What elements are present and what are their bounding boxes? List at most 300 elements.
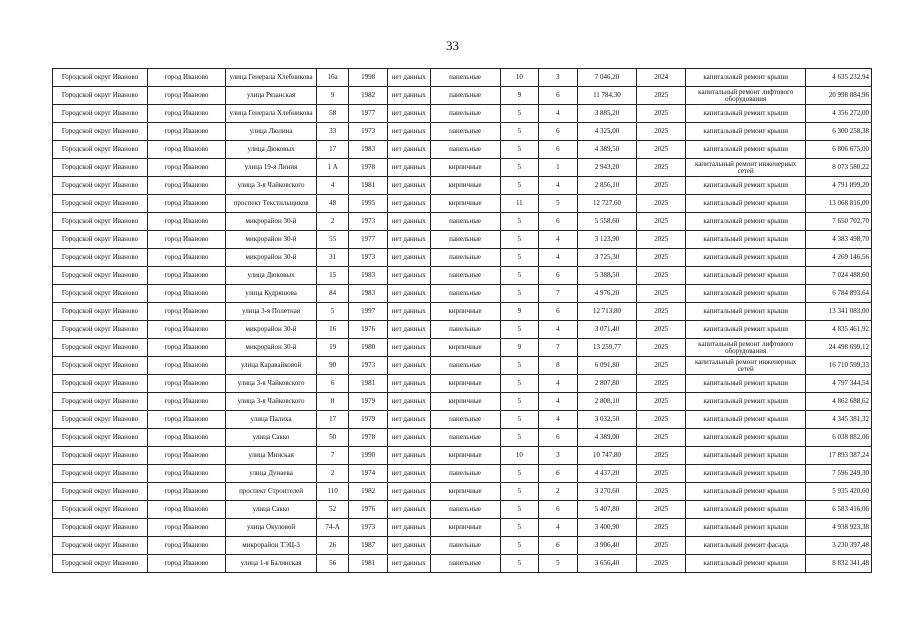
table-cell: 8 (539, 357, 578, 375)
table-cell: капитальный ремонт крыши (686, 501, 806, 519)
table-cell: 6 (539, 267, 578, 285)
table-cell: 6 (539, 303, 578, 321)
table-cell: 50 (316, 429, 348, 447)
table-row (53, 429, 872, 447)
table-cell: панельные (430, 213, 500, 231)
table-row (53, 501, 872, 519)
table-cell: 4 325,00 (577, 123, 636, 141)
table-cell: 2025 (637, 339, 686, 357)
table-cell: капитальный ремонт крыши (686, 141, 806, 159)
table-cell: капитальный ремонт фасада (686, 537, 806, 555)
table-cell: город Иваново (147, 213, 225, 231)
table-cell: 11 (500, 195, 539, 213)
table-cell: улица 3-я Чайковского (226, 375, 317, 393)
table-cell: 8 073 580,22 (806, 159, 872, 177)
table-cell: 1 (539, 159, 578, 177)
table-cell: капитальный ремонт крыши (686, 105, 806, 123)
table-cell: 6 (539, 213, 578, 231)
table-cell: 3 885,20 (577, 105, 636, 123)
housing-repair-table (52, 68, 872, 573)
table-cell: 1974 (349, 465, 388, 483)
table-cell: город Иваново (147, 519, 225, 537)
table-cell: капитальный ремонт крыши (686, 177, 806, 195)
table-cell: 2025 (637, 429, 686, 447)
table-row (53, 483, 872, 501)
table-cell: нет данных (387, 213, 430, 231)
table-cell: 1973 (349, 357, 388, 375)
table-cell: 90 (316, 357, 348, 375)
table-cell: 24 498 699,12 (806, 339, 872, 357)
table-cell: капитальный ремонт крыши (686, 69, 806, 87)
table-cell: капитальный ремонт крыши (686, 303, 806, 321)
table-cell: нет данных (387, 123, 430, 141)
table-row (53, 321, 872, 339)
table-cell: нет данных (387, 447, 430, 465)
table-cell: Городской округ Иваново (53, 519, 148, 537)
table-cell: 1977 (349, 231, 388, 249)
table-cell: 5 (500, 141, 539, 159)
table-cell: 5 (500, 285, 539, 303)
table-cell: кирпичные (430, 195, 500, 213)
table-cell: микрорайон 30-й (226, 249, 317, 267)
table-cell: 10 (500, 69, 539, 87)
table-cell: кирпичные (430, 159, 500, 177)
table-cell: 4 635 232,94 (806, 69, 872, 87)
table-cell: город Иваново (147, 159, 225, 177)
table-cell: 1990 (349, 447, 388, 465)
table-cell: 9 (500, 303, 539, 321)
table-cell: 2 807,80 (577, 375, 636, 393)
table-cell: 7 (316, 447, 348, 465)
table-cell: 1995 (349, 195, 388, 213)
table-cell: 5 (500, 501, 539, 519)
table-cell: панельные (430, 411, 500, 429)
table-cell: 7 024 488,60 (806, 267, 872, 285)
table-cell: 2 (316, 465, 348, 483)
table-cell: 2025 (637, 177, 686, 195)
table-cell: 2025 (637, 249, 686, 267)
table-cell: 4 (539, 231, 578, 249)
table-row (53, 123, 872, 141)
table-cell: город Иваново (147, 123, 225, 141)
table-row (53, 267, 872, 285)
table-cell: кирпичные (430, 447, 500, 465)
table-cell: 11 784,30 (577, 87, 636, 105)
table-cell: капитальный ремонт крыши (686, 447, 806, 465)
table-cell: нет данных (387, 537, 430, 555)
table-cell: город Иваново (147, 465, 225, 483)
table-cell: 13 259,77 (577, 339, 636, 357)
table-cell: 1981 (349, 555, 388, 573)
table-cell: 2025 (637, 105, 686, 123)
table-cell: Городской округ Иваново (53, 159, 148, 177)
table-cell: капитальный ремонт инженерных сетей (686, 159, 806, 177)
table-cell: капитальный ремонт лифтового оборудования (686, 339, 806, 357)
table-cell: город Иваново (147, 375, 225, 393)
table-cell: улица 3-я Полетная (226, 303, 317, 321)
table-cell: 8 (316, 393, 348, 411)
table-cell: кирпичные (430, 339, 500, 357)
table-cell: 7 596 249,30 (806, 465, 872, 483)
table-cell: кирпичные (430, 519, 500, 537)
table-cell: улица Дюковых (226, 267, 317, 285)
table-cell: 4 (539, 321, 578, 339)
table-cell: улица Каравайковой (226, 357, 317, 375)
table-cell: капитальный ремонт крыши (686, 375, 806, 393)
table-cell: панельные (430, 69, 500, 87)
table-cell: 9 (500, 339, 539, 357)
table-cell: 4 (539, 375, 578, 393)
table-cell: Городской округ Иваново (53, 285, 148, 303)
table-cell: капитальный ремонт крыши (686, 213, 806, 231)
table-cell: микрорайон 30-й (226, 321, 317, 339)
table-cell: капитальный ремонт крыши (686, 429, 806, 447)
table-cell: нет данных (387, 483, 430, 501)
table-cell: нет данных (387, 465, 430, 483)
table-row (53, 411, 872, 429)
table-cell: 2025 (637, 537, 686, 555)
table-cell: капитальный ремонт крыши (686, 465, 806, 483)
table-cell: нет данных (387, 519, 430, 537)
table-cell: кирпичные (430, 393, 500, 411)
table-cell: Городской округ Иваново (53, 465, 148, 483)
table-cell: нет данных (387, 105, 430, 123)
table-cell: Городской округ Иваново (53, 537, 148, 555)
table-cell: Городской округ Иваново (53, 303, 148, 321)
table-cell: город Иваново (147, 105, 225, 123)
table-cell: 2 (539, 483, 578, 501)
table-cell: 4 (316, 177, 348, 195)
table-cell: 2025 (637, 357, 686, 375)
table-cell: город Иваново (147, 321, 225, 339)
table-cell: нет данных (387, 141, 430, 159)
table-cell: 6 806 675,00 (806, 141, 872, 159)
table-cell: Городской округ Иваново (53, 105, 148, 123)
table-cell: 15 (316, 267, 348, 285)
table-cell: панельные (430, 123, 500, 141)
table-cell: 1987 (349, 537, 388, 555)
table-cell: 74-А (316, 519, 348, 537)
table-cell: город Иваново (147, 87, 225, 105)
table-cell: город Иваново (147, 303, 225, 321)
table-cell: Городской округ Иваново (53, 357, 148, 375)
table-row (53, 303, 872, 321)
table-cell: Городской округ Иваново (53, 231, 148, 249)
table-cell: 1997 (349, 303, 388, 321)
table-cell: 1978 (349, 159, 388, 177)
table-cell: Городской округ Иваново (53, 411, 148, 429)
table-cell: панельные (430, 249, 500, 267)
table-cell: 52 (316, 501, 348, 519)
table-cell: 17 (316, 141, 348, 159)
table-cell: 4 356 272,00 (806, 105, 872, 123)
table-row (53, 213, 872, 231)
table-cell: 12 727,60 (577, 195, 636, 213)
table-cell: 6 (539, 87, 578, 105)
table-cell: 6 (539, 123, 578, 141)
table-cell: панельные (430, 141, 500, 159)
table-cell: 6 (316, 375, 348, 393)
table-cell: капитальный ремонт крыши (686, 267, 806, 285)
table-cell: улица 3-я Чайковского (226, 393, 317, 411)
table-cell: 31 (316, 249, 348, 267)
table-cell: капитальный ремонт крыши (686, 393, 806, 411)
table-cell: капитальный ремонт крыши (686, 249, 806, 267)
table-cell: 6 091,80 (577, 357, 636, 375)
table-cell: город Иваново (147, 411, 225, 429)
table-cell: Городской округ Иваново (53, 87, 148, 105)
table-cell: 2025 (637, 393, 686, 411)
table-cell: город Иваново (147, 141, 225, 159)
table-cell: город Иваново (147, 231, 225, 249)
table-cell: 7 (539, 339, 578, 357)
table-row (53, 231, 872, 249)
table-cell: 3 906,40 (577, 537, 636, 555)
table-cell: 3 725,30 (577, 249, 636, 267)
table-cell: город Иваново (147, 267, 225, 285)
table-cell: улица Окуловой (226, 519, 317, 537)
table-cell: 2025 (637, 555, 686, 573)
table-cell: город Иваново (147, 357, 225, 375)
table-cell: Городской округ Иваново (53, 195, 148, 213)
table-cell: улица Люлина (226, 123, 317, 141)
table-cell: 5 (539, 555, 578, 573)
table-cell: нет данных (387, 69, 430, 87)
table-cell: 7 650 702,70 (806, 213, 872, 231)
table-cell: 2025 (637, 159, 686, 177)
table-cell: 1979 (349, 411, 388, 429)
table-cell: Городской округ Иваново (53, 123, 148, 141)
table-cell: 3 230 397,48 (806, 537, 872, 555)
table-cell: 6 (539, 465, 578, 483)
table-cell: панельные (430, 231, 500, 249)
table-cell: нет данных (387, 501, 430, 519)
table-cell: 3 400,90 (577, 519, 636, 537)
table-cell: 5 (500, 465, 539, 483)
table-cell: микрорайон ТЭЦ-3 (226, 537, 317, 555)
table-cell: нет данных (387, 411, 430, 429)
table-cell: 17 893 387,24 (806, 447, 872, 465)
table-cell: нет данных (387, 267, 430, 285)
table-cell: 5 (500, 105, 539, 123)
table-cell: 7 (539, 285, 578, 303)
table-cell: нет данных (387, 393, 430, 411)
table-cell: 16 710 599,33 (806, 357, 872, 375)
table-cell: 5 388,50 (577, 267, 636, 285)
table-cell: 1976 (349, 501, 388, 519)
table-cell: нет данных (387, 339, 430, 357)
table-cell: Городской округ Иваново (53, 177, 148, 195)
table-cell: 4 938 923,38 (806, 519, 872, 537)
table-cell: нет данных (387, 429, 430, 447)
table-cell: 2025 (637, 321, 686, 339)
table-cell: Городской округ Иваново (53, 321, 148, 339)
table-cell: 20 998 884,96 (806, 87, 872, 105)
table-cell: город Иваново (147, 339, 225, 357)
table-cell: 5 (500, 519, 539, 537)
table-cell: Городской округ Иваново (53, 483, 148, 501)
table-row (53, 375, 872, 393)
table-cell: нет данных (387, 303, 430, 321)
table-cell: 84 (316, 285, 348, 303)
table-cell: Городской округ Иваново (53, 429, 148, 447)
table-cell: 33 (316, 123, 348, 141)
table-cell: улица Генерала Хлебникова (226, 69, 317, 87)
table-cell: 5 (500, 555, 539, 573)
table-cell: нет данных (387, 195, 430, 213)
table-cell: город Иваново (147, 393, 225, 411)
table-cell: капитальный ремонт крыши (686, 321, 806, 339)
table-cell: 2025 (637, 303, 686, 321)
table-cell: 13 068 816,00 (806, 195, 872, 213)
table-cell: 5 (500, 411, 539, 429)
table-cell: 1983 (349, 267, 388, 285)
table-cell: нет данных (387, 375, 430, 393)
table-cell: 2025 (637, 501, 686, 519)
table-cell: Городской округ Иваново (53, 501, 148, 519)
table-cell: панельные (430, 285, 500, 303)
table-row (53, 141, 872, 159)
table-row (53, 357, 872, 375)
table-cell: 2024 (637, 69, 686, 87)
table-cell: проспект Строителей (226, 483, 317, 501)
table-cell: 5 (500, 429, 539, 447)
table-cell: 48 (316, 195, 348, 213)
table-cell: 16 (316, 321, 348, 339)
table-cell: улица 1-я Балинская (226, 555, 317, 573)
table-cell: 3 (539, 69, 578, 87)
table-cell: улица Кудряшова (226, 285, 317, 303)
table-row (53, 177, 872, 195)
table-cell: 5 (500, 159, 539, 177)
table-cell: 6 038 882,06 (806, 429, 872, 447)
table-cell: 1998 (349, 69, 388, 87)
table-cell: 2025 (637, 483, 686, 501)
table-cell: 4 (539, 519, 578, 537)
table-cell: капитальный ремонт крыши (686, 411, 806, 429)
table-cell: кирпичные (430, 177, 500, 195)
table-cell: улица Рязанская (226, 87, 317, 105)
table-cell: кирпичные (430, 303, 500, 321)
table-cell: капитальный ремонт крыши (686, 555, 806, 573)
table-cell: Городской округ Иваново (53, 393, 148, 411)
table-cell: Городской округ Иваново (53, 69, 148, 87)
table-cell: 1977 (349, 105, 388, 123)
table-cell: Городской округ Иваново (53, 267, 148, 285)
table-cell: 13 341 083,00 (806, 303, 872, 321)
table-cell: 5 (500, 393, 539, 411)
table-cell: 2 943,20 (577, 159, 636, 177)
table-cell: 3 123,90 (577, 231, 636, 249)
table-cell: 2025 (637, 213, 686, 231)
table-cell: 56 (316, 555, 348, 573)
table-cell: 4 835 461,92 (806, 321, 872, 339)
table-cell: 4 791 899,20 (806, 177, 872, 195)
table-cell: 6 (539, 537, 578, 555)
table-cell: 4 862 688,62 (806, 393, 872, 411)
table-row (53, 393, 872, 411)
table-cell: 1981 (349, 375, 388, 393)
table-cell: улица Генерала Хлебникова (226, 105, 317, 123)
table-cell: Городской округ Иваново (53, 249, 148, 267)
table-cell: город Иваново (147, 555, 225, 573)
table-cell: панельные (430, 105, 500, 123)
table-cell: 2025 (637, 447, 686, 465)
table-cell: 5 (500, 321, 539, 339)
table-cell: микрорайон 30-й (226, 339, 317, 357)
table-cell: Городской округ Иваново (53, 141, 148, 159)
table-cell: город Иваново (147, 195, 225, 213)
table-row (53, 249, 872, 267)
table-cell: 2025 (637, 231, 686, 249)
table-cell: 1973 (349, 123, 388, 141)
table-cell: 4 (539, 249, 578, 267)
table-cell: нет данных (387, 249, 430, 267)
table-cell: 5 558,60 (577, 213, 636, 231)
table-cell: 2025 (637, 195, 686, 213)
table-cell: 2025 (637, 123, 686, 141)
table-cell: 3 071,40 (577, 321, 636, 339)
table-cell: 4 (539, 411, 578, 429)
table-cell: город Иваново (147, 447, 225, 465)
table-row (53, 159, 872, 177)
table-cell: 2025 (637, 465, 686, 483)
table-cell: улица Дунаева (226, 465, 317, 483)
table-row (53, 195, 872, 213)
table-cell: нет данных (387, 231, 430, 249)
table-cell: город Иваново (147, 285, 225, 303)
table-cell: нет данных (387, 159, 430, 177)
table-cell: кирпичные (430, 375, 500, 393)
table-cell: нет данных (387, 87, 430, 105)
table-cell: 8 832 341,48 (806, 555, 872, 573)
table-row (53, 519, 872, 537)
table-cell: панельные (430, 267, 500, 285)
table-cell: микрорайон 30-й (226, 213, 317, 231)
table-cell: кирпичные (430, 483, 500, 501)
table-cell: 16а (316, 69, 348, 87)
table-cell: 6 (539, 429, 578, 447)
table-cell: 2 856,10 (577, 177, 636, 195)
table-cell: 5 (500, 483, 539, 501)
table-cell: 5 (500, 123, 539, 141)
table-cell: 10 (500, 447, 539, 465)
table-cell: 3 270,60 (577, 483, 636, 501)
table-cell: 5 (539, 195, 578, 213)
table-cell: 5 (500, 357, 539, 375)
table-cell: капитальный ремонт крыши (686, 483, 806, 501)
table-cell: 4 (539, 105, 578, 123)
table-cell: 5 (500, 249, 539, 267)
table-cell: город Иваново (147, 69, 225, 87)
table-cell: капитальный ремонт лифтового оборудования (686, 87, 806, 105)
table-cell: 19 (316, 339, 348, 357)
table-cell: капитальный ремонт крыши (686, 231, 806, 249)
table-cell: панельные (430, 87, 500, 105)
table-cell: нет данных (387, 177, 430, 195)
table-cell: панельные (430, 555, 500, 573)
table-cell: панельные (430, 321, 500, 339)
table-cell: 5 (500, 375, 539, 393)
table-cell: 1976 (349, 321, 388, 339)
table-cell: 4 383 498,70 (806, 231, 872, 249)
table-cell: 1973 (349, 519, 388, 537)
table-cell: капитальный ремонт крыши (686, 285, 806, 303)
table-cell: нет данных (387, 321, 430, 339)
table-cell: город Иваново (147, 249, 225, 267)
table-cell: 4 (539, 177, 578, 195)
table-cell: 55 (316, 231, 348, 249)
